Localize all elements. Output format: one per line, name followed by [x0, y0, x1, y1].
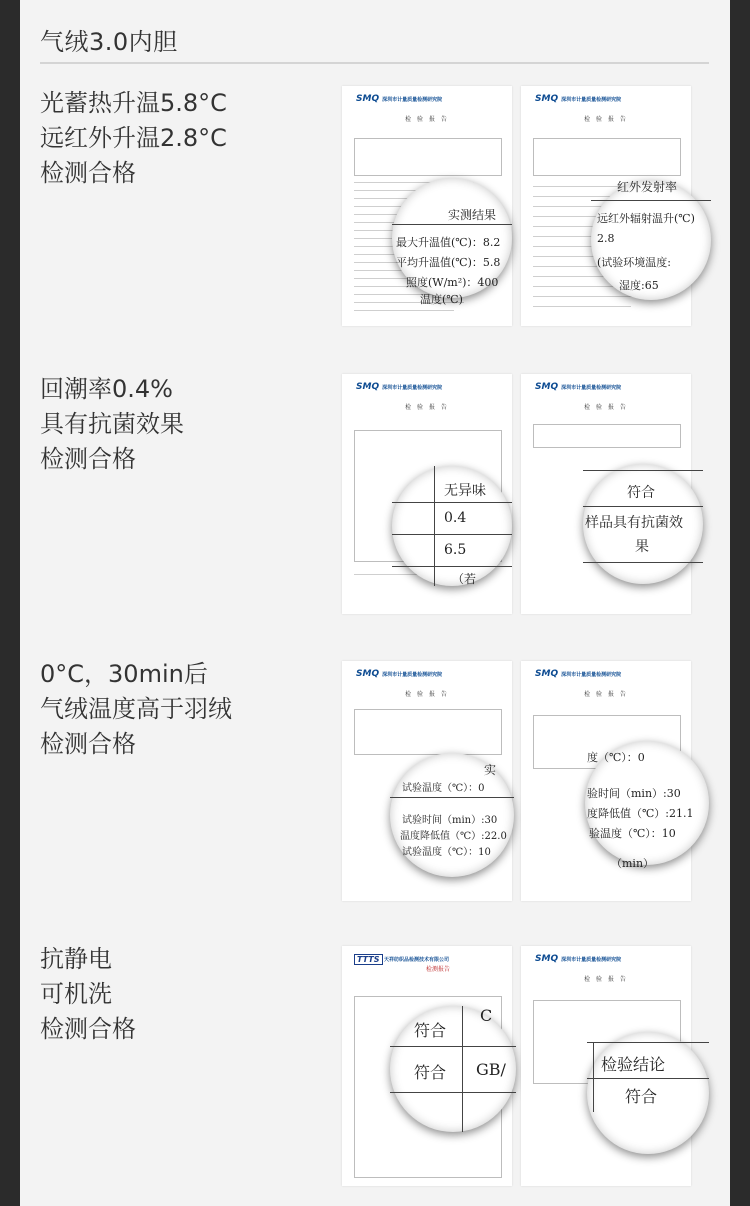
claim-text: 检测合格 — [40, 1015, 136, 1043]
report-header — [356, 94, 442, 104]
zoom-text: 符合 — [625, 1087, 658, 1106]
claim-text: 检测合格 — [40, 445, 136, 473]
magnifier-zoom — [392, 466, 512, 586]
zoom-text: 平均升温值(℃)：5.8 — [396, 256, 501, 269]
claim-text: 可机洗 — [40, 980, 112, 1008]
section-heat-retention — [20, 86, 730, 334]
zoom-text: 无异味 — [444, 483, 486, 499]
report-title: 检 验 报 告 — [405, 691, 449, 698]
institute-name: 深圳市计量质量检测研究院 — [561, 96, 622, 103]
zoom-text: 度降低值（℃）:21.1 — [587, 807, 694, 820]
report-title: 检 验 报 告 — [584, 976, 628, 983]
zoom-text: 符合 — [627, 485, 655, 501]
zoom-text: 度（℃）：0 — [587, 751, 645, 764]
zoom-text: 验温度（℃）：10 — [589, 827, 676, 840]
magnifier-zoom — [583, 464, 703, 584]
report-header — [535, 94, 621, 104]
zoom-text: GB/ — [476, 1060, 506, 1079]
zoom-text: 远红外辐射温升(℃) — [597, 212, 695, 225]
test-report-image[interactable] — [342, 374, 512, 614]
zoom-text: 湿度:65 — [619, 279, 659, 292]
claim-text: 光蓄热升温5.8°C — [40, 89, 227, 117]
institute-name: 深圳市计量质量检测研究院 — [561, 384, 622, 391]
report-table — [354, 138, 502, 176]
test-report-image[interactable] — [342, 661, 512, 901]
zoom-text: 温度(℃) — [420, 293, 463, 306]
test-report-image[interactable] — [342, 946, 512, 1186]
section-moisture-antibacterial — [20, 372, 730, 620]
zoom-text: （若 — [452, 572, 477, 586]
zoom-text: 实 — [484, 763, 497, 777]
smq-logo: SMQ — [356, 94, 380, 104]
report-title: 检 验 报 告 — [405, 404, 449, 411]
report-table — [354, 709, 502, 755]
claim-text: 气绒温度高于羽绒 — [40, 695, 232, 723]
claim-text: 0°C，30min后 — [40, 660, 208, 688]
report-header — [356, 669, 442, 679]
test-report-image[interactable] — [521, 946, 691, 1186]
magnifier-zoom — [585, 741, 709, 870]
zoom-text: 符合 — [414, 1021, 447, 1040]
claims-list — [40, 372, 184, 477]
zoom-text: 果 — [635, 539, 649, 555]
report-title: 检 验 报 告 — [584, 404, 628, 411]
ttts-logo: TTTS — [354, 954, 383, 965]
zoom-text: C — [480, 1006, 493, 1025]
smq-logo: SMQ — [535, 954, 559, 964]
magnifier-zoom — [587, 1032, 709, 1154]
test-report-image[interactable] — [342, 86, 512, 326]
section-antistatic-washable — [20, 942, 730, 1192]
zoom-text: 2.8 — [597, 232, 615, 245]
smq-logo: SMQ — [535, 669, 559, 679]
page-container — [20, 0, 730, 1206]
report-title: 检 验 报 告 — [405, 116, 449, 123]
zoom-text: 试验时间（min）:30 — [402, 815, 498, 826]
smq-logo: SMQ — [356, 382, 380, 392]
test-report-image[interactable] — [521, 661, 694, 901]
claims-list — [40, 657, 232, 762]
zoom-text: 红外发射率 — [617, 180, 678, 194]
claims-list — [40, 86, 227, 191]
report-header — [535, 669, 621, 679]
zoom-text: 0.4 — [444, 510, 467, 526]
report-title: 检 验 报 告 — [584, 116, 628, 123]
claim-text: 抗静电 — [40, 945, 112, 973]
institute-name: 天祥纺织品检测技术有限公司 — [384, 957, 450, 963]
magnifier-zoom — [591, 180, 711, 300]
institute-name: 深圳市计量质量检测研究院 — [561, 671, 622, 678]
report-header — [535, 382, 621, 392]
claim-text: 远红外升温2.8°C — [40, 124, 227, 152]
smq-logo: SMQ — [535, 382, 559, 392]
zoom-text: 试验温度（℃）：0 — [402, 783, 485, 794]
zoom-text: 样品具有抗菌效 — [585, 515, 683, 531]
claim-text: 回潮率0.4% — [40, 375, 173, 403]
institute-name: 深圳市计量质量检测研究院 — [382, 96, 443, 103]
title-divider — [40, 62, 709, 64]
institute-name: 深圳市计量质量检测研究院 — [382, 384, 443, 391]
claims-list — [40, 942, 136, 1047]
report-title: 检测报告 — [426, 966, 451, 973]
claim-text: 检测合格 — [40, 730, 136, 758]
report-header — [535, 954, 621, 964]
zoom-text: 最大升温值(℃)：8.2 — [396, 236, 501, 249]
zoom-text: 试验温度（℃）：10 — [402, 847, 491, 858]
smq-logo: SMQ — [535, 94, 559, 104]
institute-name: 深圳市计量质量检测研究院 — [561, 956, 622, 963]
zoom-text: 验时间（min）:30 — [587, 787, 681, 800]
section-warmth — [20, 657, 730, 905]
page-title: 气绒3.0内胆 — [40, 28, 178, 56]
zoom-text: 实测结果 — [448, 208, 497, 222]
magnifier-zoom — [390, 1006, 516, 1132]
report-table — [533, 424, 681, 448]
claim-text: 检测合格 — [40, 159, 136, 187]
zoom-text: (试验环境温度: — [597, 256, 671, 269]
zoom-text: 照度(W/m²)：400 — [406, 276, 499, 289]
report-table — [533, 138, 681, 176]
institute-name: 深圳市计量质量检测研究院 — [382, 671, 443, 678]
smq-logo: SMQ — [356, 669, 380, 679]
zoom-text: 温度降低值（℃）:22.0 — [400, 831, 507, 842]
claim-text: 具有抗菌效果 — [40, 410, 184, 438]
zoom-text: （min） — [611, 857, 655, 870]
test-report-image[interactable] — [521, 374, 691, 614]
magnifier-zoom — [392, 178, 512, 306]
zoom-text: 符合 — [414, 1063, 447, 1082]
test-report-image[interactable] — [521, 86, 695, 326]
report-title: 检 验 报 告 — [584, 691, 628, 698]
report-header — [356, 382, 442, 392]
magnifier-zoom — [390, 753, 514, 877]
zoom-text: 检验结论 — [601, 1055, 666, 1074]
zoom-text: 6.5 — [444, 542, 467, 558]
